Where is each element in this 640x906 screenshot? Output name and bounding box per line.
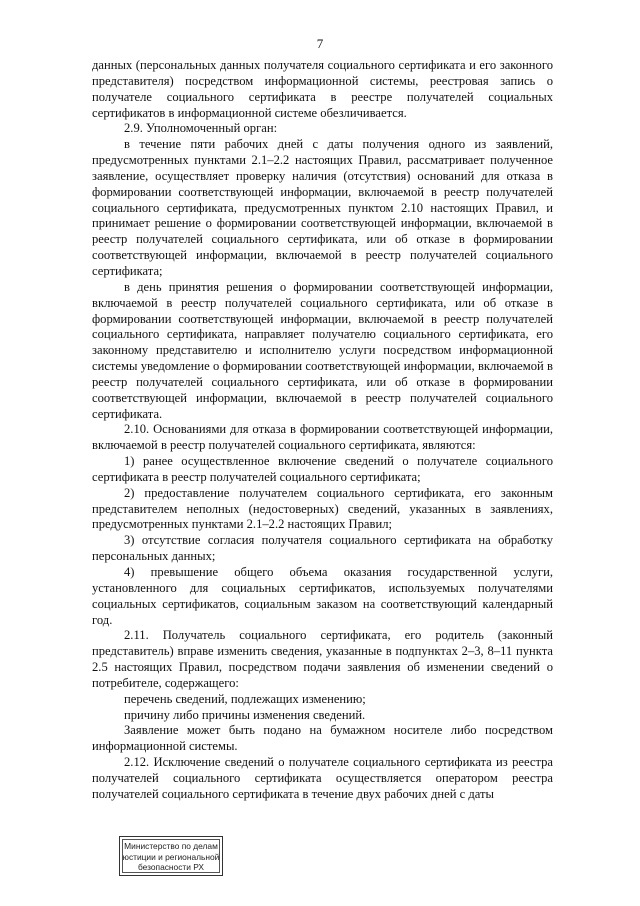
paragraph: Заявление может быть подано на бумажном носителе либо посредством информационной системы. (92, 723, 553, 754)
paragraph: 2.11. Получатель социального сертификата, его родитель (законный представитель) вправе изменить сведения, указанные в подпунктах 2–3, 8–11 пункта 2.5 настоящих Правил, посредством подачи заявления об изменении сведений о потребителе, содержащего: (92, 628, 553, 690)
list-item: 2) предоставление получателем социального сертификата, его законным представителем неполных (недостоверных) сведений, указанных в заявлениях, предусмотренных пунктами 2.1–2.2 настоящих Правил; (92, 485, 553, 532)
paragraph: данных (персональных данных получателя социального сертификата и его законного представителя) посредством информационной системы, реестровая запись о получателе социального сертификата в реестре получателей социальных сертификатов в информационной системе обезличивается. (92, 58, 553, 120)
stamp-line: юстиции и региональной (122, 851, 220, 862)
stamp-line: безопасности РХ (137, 862, 205, 873)
list-item: 3) отсутствие согласия получателя социального сертификата на обработку персональных данных; (92, 533, 553, 564)
paragraph: 2.12. Исключение сведений о получателе социального сертификата из реестра получателей социального сертификата осуществляется оператором реестра получателей социального сертификата в течение двух рабочих дней с даты (92, 755, 553, 801)
list-item: 4) превышение общего объема оказания государственной услуги, установленного для социальных сертификатов, используемых получателями социальных сертификатов, социальным заказом на соответствующий календарный год. (92, 565, 553, 627)
paragraph: в день принятия решения о формировании соответствующей информации, включаемой в реестр получателей социального сертификата, или об отказе в формировании соответствующей информации, включаемой в реестр получателей социального сертификата, направляет получателю социального сертификата, его законному представителю и исполнителю услуги посредством информационной системы уведомление о формировании соответствующей информации, включаемой в реестр получателей социального сертификата, или об отказе в формировании соответствующей информации, включаемой в реестр получателей социального сертификата. (92, 279, 553, 421)
paragraph: в течение пяти рабочих дней с даты получения одного из заявлений, предусмотренных пунктами 2.1–2.2 настоящих Правил, рассматривает полученное заявление, осуществляет проверку наличия (отсутствия) оснований для отказа в формировании соответствующей информации, включаемой в реестр получателей социального сертификата, предусмотренных пунктом 2.10 настоящих Правил, и принимает решение о формировании соответствующей информации, включаемой в реестр получателей социального сертификата, или об отказе в формировании соответствующей информации, включаемой в реестр получателей социального сертификата; (92, 137, 553, 278)
registration-stamp (119, 836, 223, 876)
list-item: 1) ранее осуществленное включение сведений о получателе социального сертификата в реестр получателей социального сертификата; (92, 454, 553, 484)
document-body (92, 58, 553, 803)
paragraph: причину либо причины изменения сведений. (124, 707, 366, 722)
paragraph: перечень сведений, подлежащих изменению; (124, 691, 366, 706)
paragraph: 2.10. Основаниями для отказа в формировании соответствующей информации, включаемой в реестр получателей социального сертификата, являются: (92, 422, 553, 453)
page-number: 7 (316, 36, 324, 51)
stamp-line: Министерство по делам (124, 841, 218, 851)
paragraph: 2.9. Уполномоченный орган: (124, 121, 278, 136)
